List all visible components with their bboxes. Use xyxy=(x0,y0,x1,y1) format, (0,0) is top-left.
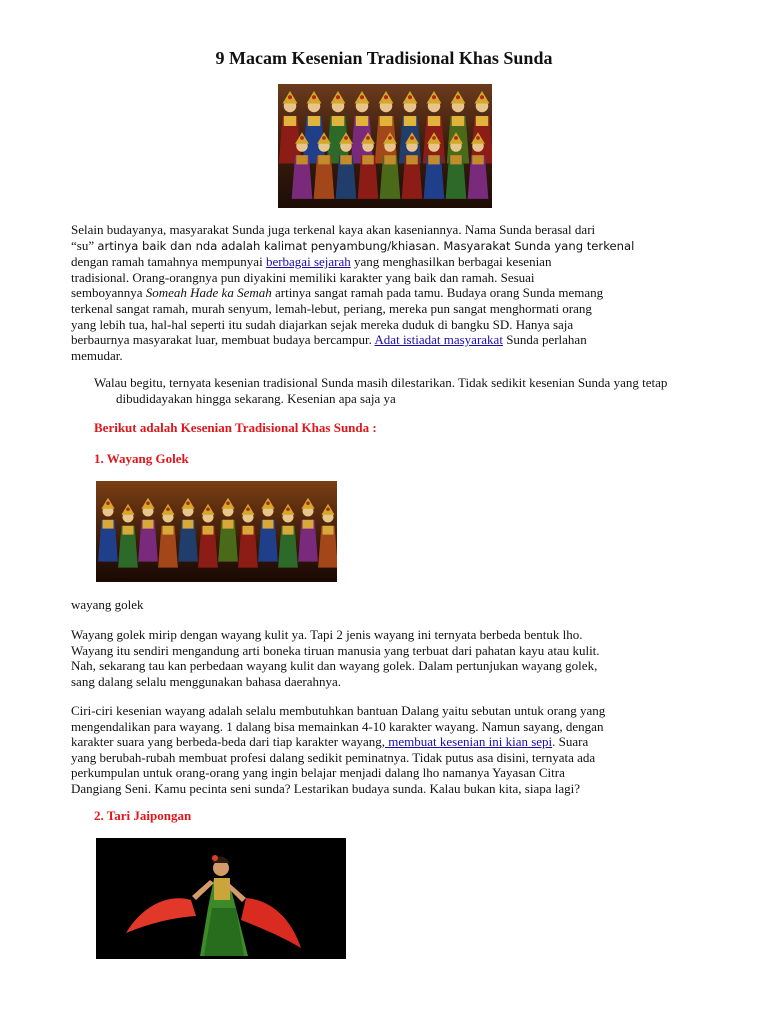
intro-line xyxy=(71,285,701,301)
wayang-puppets-hero-image xyxy=(278,84,492,208)
paragraph-line: sang dalang selalu menggunakan bahasa daerahnya. xyxy=(71,673,342,689)
paragraph-line: Ciri-ciri kesenian wayang adalah selalu membutuhkan bantuan Dalang yaitu sebutan untuk orang yang xyxy=(71,703,606,718)
intro-text: semboyannya xyxy=(71,285,146,301)
paragraph-line: perkumpulan untuk orang-orang yang ingin belajar menjadi dalang lho namanya Yayasan Citra xyxy=(71,765,565,781)
intro-line: yang lebih tua, hal-hal seperti itu sudah diajarkan sejak mereka duduk di bangku SD. Hanya saja xyxy=(71,316,574,332)
wayang-golek-image xyxy=(96,481,337,582)
intro-text: artinya sangat ramah pada tamu. Budaya orang Sunda memang xyxy=(271,285,604,301)
paragraph-line: mengendalikan para wayang. 1 dalang bisa memainkan 4-10 karakter wayang. Namun sayang, dengan xyxy=(71,718,604,734)
intro-line xyxy=(71,332,701,348)
paragraph-text: . Suara xyxy=(552,734,589,750)
jaipongan-dancer-image xyxy=(96,838,346,959)
list-heading: Berikut adalah Kesenian Tradisional Khas Sunda : xyxy=(94,420,377,435)
wayang-golek-caption: wayang golek xyxy=(71,597,144,612)
berbagai-sejarah-link[interactable]: berbagai sejarah xyxy=(265,254,351,270)
intro-line xyxy=(71,238,701,255)
intro-text: yang menghasilkan berbagai kesenian xyxy=(350,254,552,270)
intro-text: berbaurnya masyarakat luar, membuat budaya bercampur. xyxy=(71,332,375,348)
intro-line: memudar. xyxy=(71,347,123,363)
intro-text: artinya baik dan nda adalah kalimat penyambung/khiasan. Masyarakat Sunda yang terkenal xyxy=(97,238,635,253)
intro-motto: Someah Hade ka Semah xyxy=(145,285,272,301)
intro-line: Selain budayanya, masyarakat Sunda juga terkenal kaya akan kaseniannya. Nama Sunda berasal dari xyxy=(71,222,596,237)
paragraph-line xyxy=(71,734,701,750)
paragraph-line: Wayang golek mirip dengan wayang kulit ya. Tapi 2 jenis wayang ini ternyata berbeda bentuk lho. xyxy=(71,627,583,642)
paragraph-line: yang berubah-rubah membuat profesi dalang sedikit peminatnya. Tidak putus asa disini, ternyata ada xyxy=(71,749,596,765)
section-heading-tari-jaipongan: 2. Tari Jaipongan xyxy=(94,808,192,823)
intro-line: terkenal sangat ramah, murah senyum, lemah-lebut, periang, mereka pun sangat menghormati orang xyxy=(71,300,592,316)
section-heading-wayang-golek: 1. Wayang Golek xyxy=(94,451,189,466)
intro-text: “su” xyxy=(71,237,98,253)
kesenian-kian-sepi-link[interactable]: membuat kesenian ini kian sepi xyxy=(385,734,553,750)
page-title: 9 Macam Kesenian Tradisional Khas Sunda xyxy=(215,48,553,68)
intro-line: tradisional. Orang-orangnya pun diyakini memiliki karakter yang baik dan ramah. Sesuai xyxy=(71,269,535,285)
adat-istiadat-link[interactable]: Adat istiadat masyarakat xyxy=(374,332,503,348)
intro-line xyxy=(71,254,701,270)
intro-text: Sunda perlahan xyxy=(502,332,587,348)
wayang-golek-paragraph-1 xyxy=(71,627,701,689)
paragraph-line: Wayang itu sendiri mengandung arti boneka tiruan manusia yang terbuat dari pahatan kayu atau kulit. xyxy=(71,642,600,658)
intro-text: dengan ramah tamahnya mempunyai xyxy=(71,254,266,270)
paragraph-text: karakter suara yang berbeda-beda dari tiap karakter wayang, xyxy=(71,734,385,750)
paragraph-line: Nah, sekarang tau kan perbedaan wayang kulit dan wayang golek. Dalam pertunjukan wayang golek, xyxy=(71,658,598,674)
intro-paragraph xyxy=(71,222,701,363)
wayang-golek-paragraph-2 xyxy=(71,703,701,797)
paragraph-line: Dangiang Seni. Kamu pecinta seni sunda? Lestarikan budaya sunda. Kalau bukan kita, siapa lagi? xyxy=(71,780,581,796)
walau-paragraph: Walau begitu, ternyata kesenian tradisional Sunda masih dilestarikan. Tidak sedikit kesenian Sunda yang tetap dibudidayakan hingga sekarang. Kesenian apa saja ya xyxy=(94,375,668,406)
